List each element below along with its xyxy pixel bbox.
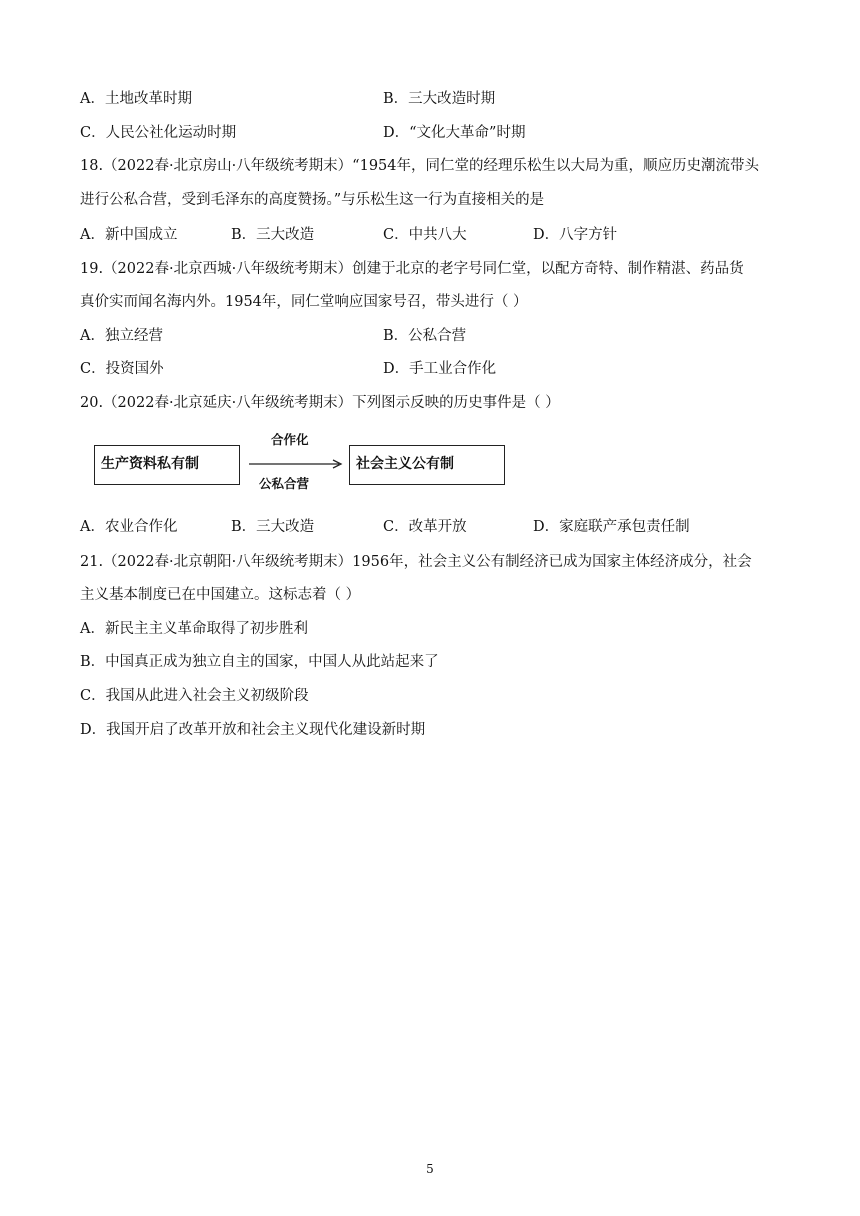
q19-stem-line1: 19.（2022春·北京西城·八年级统考期末）创建于北京的老字号同仁堂，以配方奇特、制作精湛、药品货 [80, 261, 744, 277]
q20-diagram [94, 430, 506, 492]
q17-option-b: B．三大改造时期 [383, 91, 496, 107]
q20-option-a: A．农业合作化 [80, 519, 178, 535]
q18-option-a: A．新中国成立 [80, 227, 178, 243]
page-number: 5 [426, 1162, 434, 1176]
q19-stem-line2: 真价实而闻名海内外。1954年，同仁堂响应国家号召，带头进行（ ） [80, 294, 528, 310]
diagram-right-box: 社会主义公有制 [349, 445, 505, 485]
q18-option-c: C．中共八大 [383, 227, 467, 243]
q19-option-c: C．投资国外 [80, 361, 164, 377]
q19-option-a: A．独立经营 [80, 328, 163, 344]
q19-option-b: B．公私合营 [383, 328, 467, 344]
q21-option-b: B．中国真正成为独立自主的国家，中国人从此站起来了 [80, 654, 439, 670]
q21-option-a: A．新民主主义革命取得了初步胜利 [80, 621, 308, 637]
q20-option-d: D．家庭联产承包责任制 [533, 519, 690, 535]
q18-option-d: D．八字方针 [533, 227, 618, 243]
q17-option-a: A．土地改革时期 [80, 91, 192, 107]
q21-option-d: D．我国开启了改革开放和社会主义现代化建设新时期 [80, 722, 426, 738]
q18-option-b: B．三大改造 [231, 227, 315, 243]
arrow-right-icon [249, 459, 347, 469]
diagram-label-bottom: 公私合营 [259, 476, 310, 491]
q20-option-b: B．三大改造 [231, 519, 315, 535]
q18-stem-line2: 进行公私合营，受到毛泽东的高度赞扬。”与乐松生这一行为直接相关的是 [80, 192, 545, 208]
q21-stem-line2: 主义基本制度已在中国建立。这标志着（ ） [80, 587, 361, 603]
q17-option-c: C．人民公社化运动时期 [80, 125, 237, 141]
q19-option-d: D．手工业合作化 [383, 361, 497, 377]
q17-option-d: D．“文化大革命”时期 [383, 125, 526, 141]
q21-option-c: C．我国从此进入社会主义初级阶段 [80, 688, 309, 704]
q20-option-c: C．改革开放 [383, 519, 467, 535]
q18-stem-line1: 18.（2022春·北京房山·八年级统考期末）“1954年，同仁堂的经理乐松生以大局为重，顺应历史潮流带头 [80, 158, 759, 174]
diagram-left-box: 生产资料私有制 [94, 445, 240, 485]
q21-stem-line1: 21.（2022春·北京朝阳·八年级统考期末）1956年，社会主义公有制经济已成为国家主体经济成分，社会 [80, 554, 752, 570]
diagram-label-top: 合作化 [271, 432, 309, 447]
q20-stem-line1: 20.（2022春·北京延庆·八年级统考期末）下列图示反映的历史事件是（ ） [80, 395, 560, 411]
